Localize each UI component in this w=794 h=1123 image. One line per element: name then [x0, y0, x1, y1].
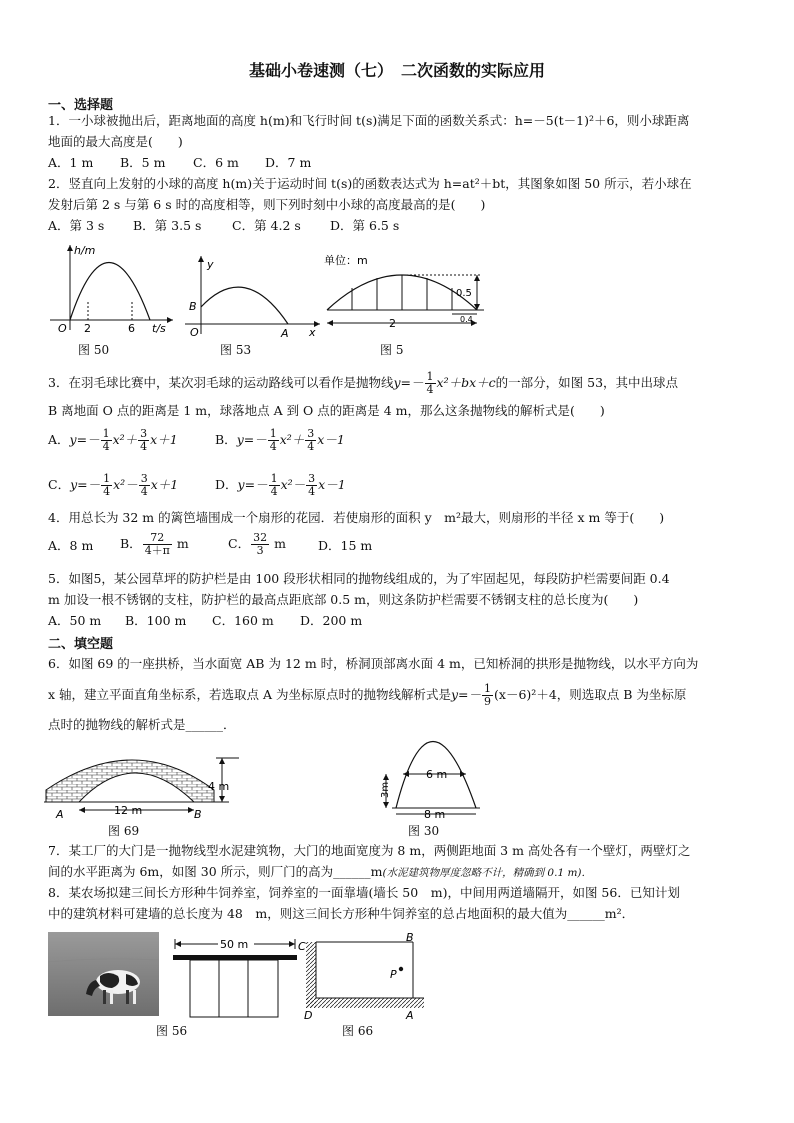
q4-option-b-unit: m [176, 536, 189, 551]
figure-69 [44, 742, 244, 822]
figure-30 [378, 730, 488, 822]
q3-option-a-s1: x²＋ [112, 432, 138, 447]
q3-b-f2-num: 3 [307, 427, 315, 440]
q1-line1: 1．一小球被抛出后，距离地面的高度 h(m)和飞行时间 t(s)满足下面的函数关系式：h=－5(t－1)²＋6，则小球距离 [48, 113, 690, 128]
q6-line2-text: x 轴，建立平面直角坐标系，若选取点 A 为坐标原点时的抛物线解析式是 [48, 687, 451, 702]
figure-5 [322, 250, 492, 338]
q1-option-a: A．1 m [48, 155, 94, 170]
q3-a-f1-num: 1 [102, 427, 110, 440]
q3-option-c [48, 473, 178, 498]
q4-option-c-label: C． [228, 536, 251, 551]
q3-option-d-label: D． [215, 477, 238, 492]
fig66-label-d: D [304, 1009, 313, 1022]
q6-line2 [48, 683, 686, 708]
q3-option-a-y: y=－ [69, 432, 100, 447]
q3-eq-suffix: x²＋bx＋c [436, 375, 496, 390]
q3-option-c-s1: x²－ [113, 477, 138, 492]
fig50-caption: 图 50 [78, 343, 110, 357]
q4-option-b-num: 72 [143, 532, 172, 545]
q4-option-c-unit: m [274, 536, 286, 551]
q1-line2: 地面的最大高度是( ) [48, 134, 183, 149]
fig50-ylabel: h/m [74, 244, 96, 257]
q5-option-c: C．160 m [212, 613, 274, 628]
q4-line1: 4．用总长为 32 m 的篱笆墙围成一个扇形的花园．若使扇形的面积 y m²最大，则扇形的半径 x m 等于( ) [48, 510, 665, 525]
q3-option-a [48, 428, 178, 453]
q3-b-f1-num: 1 [269, 427, 277, 440]
q5-line2: m 加设一根不锈钢的支柱，防护栏的最高点距底部 0.5 m，则这条防护栏需要不锈钢支柱的总长度为( ) [48, 592, 639, 607]
q3-line2: B 离地面 O 点的距离是 1 m，球落地点 A 到 O 点的距离是 4 m，那么这条抛物线的解析式是( ) [48, 403, 605, 418]
fig56-caption: 图 56 [156, 1024, 188, 1038]
q3-option-b-y: y=－ [236, 432, 267, 447]
q3-option-b-s1: x²＋ [279, 432, 305, 447]
q8-line2: 中的建筑材料可建墙的总长度为 48 m，则这三间长方形种牛饲养室的总占地面积的最大值为______m²． [48, 906, 635, 921]
fig30-caption: 图 30 [408, 824, 440, 838]
fig5-gap: 0.4 [460, 315, 473, 324]
fig5-unit: 单位：m [324, 254, 368, 267]
q3-d-f1-den: 4 [270, 485, 278, 498]
figure-66 [298, 932, 428, 1022]
q3-d-f2-den: 4 [308, 485, 316, 498]
fig69-point-a: A [56, 808, 64, 821]
fig66-label-b: B [406, 932, 414, 944]
q3-option-d [215, 473, 346, 498]
q3-b-f2-den: 4 [307, 440, 315, 453]
q4-option-b-den: 4＋π [144, 544, 170, 557]
fig50-tick-6: 6 [128, 322, 135, 335]
q3-text-a: 3．在羽毛球比赛中，某次羽毛球的运动路线可以看作是抛物线 [48, 375, 394, 390]
q3-line1 [48, 371, 678, 396]
q1-option-c: C．6 m [193, 155, 239, 170]
page-title: 基础小卷速测（七） 二次函数的实际应用 [248, 61, 545, 80]
q5-option-a: A．50 m [48, 613, 102, 628]
q3-c-f2-den: 4 [140, 485, 148, 498]
q4-option-c [228, 532, 286, 557]
fig50-origin: O [58, 322, 67, 335]
q3-d-f2-num: 3 [308, 472, 316, 485]
q3-d-f1-num: 1 [270, 472, 278, 485]
q3-option-a-s2: x＋1 [150, 432, 178, 447]
q6-line1: 6．如图 69 的一座拱桥，当水面宽 AB 为 12 m 时，桥洞顶部离水面 4 m，已知桥洞的拱形是抛物线，以水平方向为 [48, 656, 699, 671]
fig30-inner: 6 m [426, 768, 448, 781]
q3-option-a-label: A． [48, 432, 70, 447]
q3-text-b: 的一部分，如图 53，其中出球点 [495, 375, 679, 390]
q6-eq-num: 1 [484, 682, 492, 695]
fig53-caption: 图 53 [220, 343, 252, 357]
figure-53 [183, 250, 323, 338]
fig50-xlabel: t/s [152, 322, 166, 335]
q2-line2: 发射后第 2 s 与第 6 s 时的高度相等，则下列时刻中小球的高度最高的是( ) [48, 197, 486, 212]
fig69-caption: 图 69 [108, 824, 140, 838]
fig30-base: 8 m [424, 808, 446, 821]
q7-note: (水泥建筑物厚度忽略不计，精确到 0.1 m)． [382, 867, 593, 879]
q6-eq-prefix: y=－ [451, 687, 482, 702]
q3-eq-den: 4 [426, 383, 434, 396]
q2-option-b: B．第 3.5 s [133, 218, 202, 233]
q3-a-f2-den: 4 [140, 440, 148, 453]
q4-option-d: D．15 m [318, 538, 373, 553]
q3-option-b-s2: x－1 [317, 432, 345, 447]
q3-option-d-y: y=－ [237, 477, 268, 492]
fig56-wall: 50 m [220, 938, 249, 951]
q2-option-d: D．第 6.5 s [330, 218, 400, 233]
fig50-tick-2: 2 [84, 322, 91, 335]
q3-eq-prefix: y=－ [393, 375, 424, 390]
q3-c-f1-den: 4 [103, 485, 111, 498]
q3-option-d-s2: x－1 [318, 477, 346, 492]
q7-line1: 7．某工厂的大门是一抛物线型水泥建筑物，大门的地面宽度为 8 m，两侧距地面 3 m 高处各有一个壁灯，两壁灯之 [48, 843, 691, 858]
q2-option-a: A．第 3 s [48, 218, 105, 233]
q5-option-d: D．200 m [300, 613, 363, 628]
q2-option-c: C．第 4.2 s [232, 218, 301, 233]
q3-a-f2-num: 3 [140, 427, 148, 440]
fig53-xlabel: x [309, 326, 316, 338]
q5-option-b: B．100 m [125, 613, 187, 628]
q3-c-f2-num: 3 [140, 472, 148, 485]
section-fill-heading: 二、填空题 [48, 637, 114, 652]
fig53-point-b: B [189, 300, 197, 313]
fig53-ylabel: y [207, 258, 214, 271]
q4-option-b-label: B． [120, 536, 142, 551]
q4-option-c-den: 3 [256, 544, 264, 557]
q2-line1: 2．竖直向上发射的小球的高度 h(m)关于运动时间 t(s)的函数表达式为 h=at²＋bt，其图象如图 50 所示，若小球在 [48, 176, 692, 191]
figure-50 [48, 240, 178, 335]
q3-option-c-s2: x＋1 [150, 477, 179, 492]
q4-option-b [120, 532, 189, 557]
fig53-origin: O [190, 326, 199, 338]
fig69-width: 12 m [114, 804, 143, 817]
q3-option-c-y: y=－ [70, 477, 101, 492]
fig5-height: 0.5 [456, 288, 472, 299]
q4-option-a: A．8 m [48, 538, 94, 553]
fig5-caption: 图 5 [380, 343, 404, 357]
q3-option-c-label: C． [48, 477, 71, 492]
q3-option-b [215, 428, 345, 453]
q6-line3: 点时的抛物线的解析式是______． [48, 717, 236, 732]
q7-line2 [48, 864, 592, 881]
cow-photo [48, 932, 159, 1016]
q3-b-f1-den: 4 [269, 440, 277, 453]
q8-line1: 8．某农场拟建三间长方形种牛饲养室，饲养室的一面靠墙(墙长 50 m)，中间用两道墙隔开，如图 56．已知计划 [48, 885, 680, 900]
fig66-label-a: A [406, 1009, 414, 1022]
fig69-height: 4 m [208, 780, 230, 793]
q5-line1: 5．如图5，某公园草坪的防护栏是由 100 段形状相同的抛物线组成的，为了牢固起见，每段防护栏需要间距 0.4 [48, 571, 670, 586]
fig30-height: 3m [380, 781, 391, 798]
section-choice-heading: 一、选择题 [48, 98, 114, 113]
fig66-label-p: P [390, 968, 397, 981]
q1-option-b: B．5 m [120, 155, 166, 170]
q3-eq-num: 1 [426, 370, 434, 383]
q1-option-d: D．7 m [265, 155, 312, 170]
q3-option-d-s1: x²－ [280, 477, 306, 492]
q4-option-c-num: 32 [253, 531, 268, 544]
fig53-point-a: A [281, 327, 289, 338]
fig66-label-c: C [298, 940, 306, 953]
q3-a-f1-den: 4 [102, 440, 110, 453]
fig69-point-b: B [194, 808, 202, 821]
fig5-width: 2 [389, 317, 396, 330]
fig66-caption: 图 66 [342, 1024, 374, 1038]
figure-56 [170, 935, 300, 1020]
q6-eq-den: 9 [484, 695, 492, 708]
q3-c-f1-num: 1 [103, 472, 111, 485]
q6-eq-post: (x－6)²＋4，则选取点 B 为坐标原 [494, 687, 687, 702]
q3-option-b-label: B． [215, 432, 237, 447]
q7-line2-text: 间的水平距离为 6m，如图 30 所示，则厂门的高为______m [48, 864, 383, 879]
